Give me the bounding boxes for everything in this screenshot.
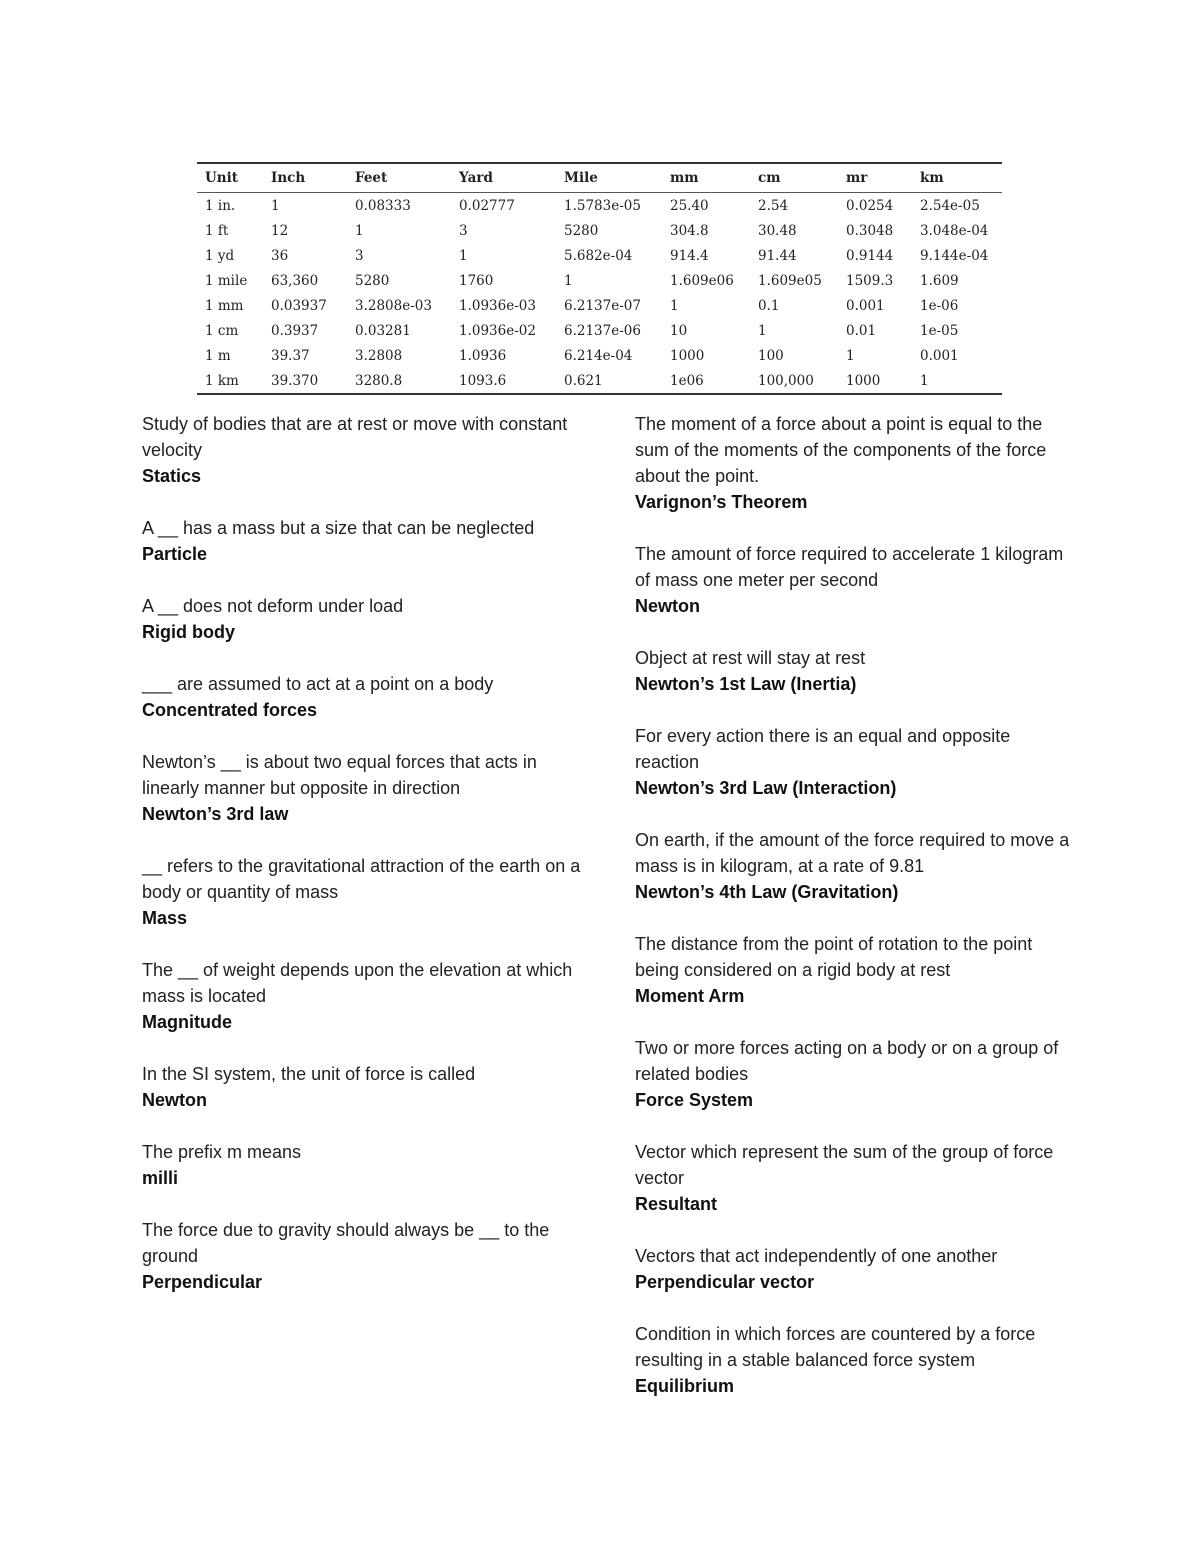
- qa-item: [635, 645, 1075, 697]
- question-text: Vectors that act independently of one another: [635, 1246, 998, 1266]
- qa-item: [142, 957, 592, 1035]
- answer-text: Newton’s 3rd Law (Interaction): [635, 778, 897, 798]
- table-cell: 1.0936e-03: [459, 297, 536, 314]
- header-inch: Inch: [263, 163, 347, 193]
- answer-text: Newton: [635, 596, 700, 616]
- table-cell: 1: [459, 247, 468, 264]
- table-cell: 1509.3: [846, 272, 894, 289]
- answer-text: Magnitude: [142, 1012, 232, 1032]
- qa-item: [635, 1243, 1075, 1295]
- qa-item: [142, 1061, 592, 1113]
- table-body: [197, 193, 1002, 395]
- question-text: A __ has a mass but a size that can be neglected: [142, 518, 535, 538]
- table-cell: 3.2808e-03: [355, 297, 432, 314]
- table-cell: 914.4: [670, 247, 709, 264]
- qa-item: [142, 515, 592, 567]
- table-cell: 6.214e-04: [564, 347, 633, 364]
- table-cell: 1.5783e-05: [564, 197, 641, 214]
- table-cell: 10: [670, 322, 688, 339]
- table-cell: 0.03937: [271, 297, 327, 314]
- table-cell: 5.682e-04: [564, 247, 633, 264]
- question-text: The __ of weight depends upon the elevation at which mass is located: [142, 960, 573, 1006]
- table-row: [197, 293, 1002, 318]
- table-row: [197, 243, 1002, 268]
- question-text: Object at rest will stay at rest: [635, 648, 866, 668]
- question-text: For every action there is an equal and opposite reaction: [635, 726, 1011, 772]
- answer-text: Newton’s 4th Law (Gravitation): [635, 882, 899, 902]
- question-text: In the SI system, the unit of force is called: [142, 1064, 476, 1084]
- table-cell: 1e06: [670, 372, 704, 389]
- table-cell: 0.0254: [846, 197, 894, 214]
- table-cell: 0.001: [846, 297, 885, 314]
- question-text: The amount of force required to accelerate 1 kilogram of mass one meter per second: [635, 544, 1064, 590]
- answer-text: Moment Arm: [635, 986, 745, 1006]
- table-cell: 39.370: [271, 372, 319, 389]
- header-unit: Unit: [197, 163, 263, 193]
- table-cell: 1093.6: [459, 372, 507, 389]
- answer-text: Mass: [142, 908, 188, 928]
- table-cell: 2.54: [758, 197, 789, 214]
- row-unit-label: 1 cm: [205, 322, 239, 339]
- qa-item: [635, 411, 1075, 515]
- right-question-column: [635, 411, 1075, 1425]
- table-cell: 304.8: [670, 222, 709, 239]
- table-cell: 0.621: [564, 372, 603, 389]
- answer-text: Statics: [142, 466, 202, 486]
- row-unit-label: 1 mile: [205, 272, 248, 289]
- table-cell: 9.144e-04: [920, 247, 989, 264]
- table-cell: 0.08333: [355, 197, 411, 214]
- header-mm: mm: [662, 163, 750, 193]
- table-cell: 1.0936: [459, 347, 507, 364]
- header-mile: Mile: [556, 163, 662, 193]
- answer-text: Newton: [142, 1090, 207, 1110]
- qa-item: [635, 1139, 1075, 1217]
- qa-item: [635, 1321, 1075, 1399]
- answer-text: Newton’s 1st Law (Inertia): [635, 674, 857, 694]
- table-cell: 25.40: [670, 197, 709, 214]
- table-cell: 0.03281: [355, 322, 411, 339]
- table-cell: 1: [920, 372, 929, 389]
- answer-text: Perpendicular vector: [635, 1272, 815, 1292]
- qa-item: [635, 931, 1075, 1009]
- qa-item: [635, 723, 1075, 801]
- qa-item: [635, 827, 1075, 905]
- row-unit-label: 1 in.: [205, 197, 236, 214]
- question-text: The distance from the point of rotation to the point being considered on a rigid body at rest: [635, 934, 1033, 980]
- answer-text: Resultant: [635, 1194, 718, 1214]
- question-text: The force due to gravity should always be __ to the ground: [142, 1220, 550, 1266]
- unit-conversion-table: [197, 162, 1002, 395]
- table-cell: 1: [846, 347, 855, 364]
- table-row: [197, 318, 1002, 343]
- table-cell: 63,360: [271, 272, 319, 289]
- qa-item: [635, 541, 1075, 619]
- header-cm: cm: [750, 163, 838, 193]
- row-unit-label: 1 km: [205, 372, 239, 389]
- table-row: [197, 368, 1002, 394]
- table-cell: 1: [271, 197, 280, 214]
- table-cell: 0.001: [920, 347, 959, 364]
- table-cell: 0.3048: [846, 222, 894, 239]
- qa-item: [142, 593, 592, 645]
- qa-item: [142, 411, 592, 489]
- table-cell: 12: [271, 222, 289, 239]
- table-cell: 5280: [564, 222, 599, 239]
- table-cell: 1e-06: [920, 297, 959, 314]
- qa-item: [142, 749, 592, 827]
- table-row: [197, 268, 1002, 293]
- header-mr: mr: [838, 163, 912, 193]
- row-unit-label: 1 m: [205, 347, 231, 364]
- table-cell: 1000: [846, 372, 881, 389]
- table-cell: 0.02777: [459, 197, 515, 214]
- table-header-row: [197, 163, 1002, 193]
- table-cell: 3.2808: [355, 347, 403, 364]
- question-text: Two or more forces acting on a body or on a group of related bodies: [635, 1038, 1059, 1084]
- table-cell: 5280: [355, 272, 390, 289]
- header-yard: Yard: [451, 163, 556, 193]
- question-text: Study of bodies that are at rest or move with constant velocity: [142, 414, 568, 460]
- table-cell: 1.0936e-02: [459, 322, 536, 339]
- table-cell: 0.3937: [271, 322, 319, 339]
- table-cell: 1.609: [920, 272, 959, 289]
- qa-item: [142, 853, 592, 931]
- left-question-column: [142, 411, 592, 1321]
- answer-text: Rigid body: [142, 622, 235, 642]
- table-cell: 6.2137e-07: [564, 297, 641, 314]
- table-cell: 100,000: [758, 372, 814, 389]
- answer-text: Varignon’s Theorem: [635, 492, 808, 512]
- table-cell: 3: [459, 222, 468, 239]
- table-cell: 1: [670, 297, 679, 314]
- question-text: The prefix m means: [142, 1142, 302, 1162]
- table-cell: 30.48: [758, 222, 797, 239]
- header-feet: Feet: [347, 163, 451, 193]
- table-row: [197, 218, 1002, 243]
- table-cell: 100: [758, 347, 784, 364]
- qa-item: [142, 1139, 592, 1191]
- row-unit-label: 1 ft: [205, 222, 229, 239]
- question-text: ___ are assumed to act at a point on a body: [142, 674, 494, 694]
- table-cell: 1e-05: [920, 322, 959, 339]
- question-text: __ refers to the gravitational attraction of the earth on a body or quantity of mass: [142, 856, 581, 902]
- table-cell: 1: [355, 222, 364, 239]
- table-cell: 2.54e-05: [920, 197, 980, 214]
- table-cell: 91.44: [758, 247, 797, 264]
- table-cell: 1: [564, 272, 573, 289]
- question-text: The moment of a force about a point is equal to the sum of the moments of the components of the force about the point.: [635, 414, 1047, 486]
- answer-text: Perpendicular: [142, 1272, 263, 1292]
- table-row: [197, 193, 1002, 219]
- qa-item: [142, 1217, 592, 1295]
- answer-text: Force System: [635, 1090, 754, 1110]
- table-cell: 3.048e-04: [920, 222, 989, 239]
- question-text: Condition in which forces are countered by a force resulting in a stable balanced force system: [635, 1324, 1036, 1370]
- question-text: Vector which represent the sum of the group of force vector: [635, 1142, 1054, 1188]
- table-cell: 1760: [459, 272, 494, 289]
- question-text: A __ does not deform under load: [142, 596, 404, 616]
- table-row: [197, 343, 1002, 368]
- header-km: km: [912, 163, 1002, 193]
- table-cell: 36: [271, 247, 289, 264]
- answer-text: Equilibrium: [635, 1376, 734, 1396]
- table-cell: 0.1: [758, 297, 780, 314]
- qa-item: [142, 671, 592, 723]
- answer-text: Newton’s 3rd law: [142, 804, 289, 824]
- answer-text: milli: [142, 1168, 179, 1188]
- table-cell: 1.609e06: [670, 272, 734, 289]
- table-cell: 3280.8: [355, 372, 403, 389]
- table-cell: 6.2137e-06: [564, 322, 641, 339]
- question-text: Newton’s __ is about two equal forces that acts in linearly manner but opposite in direction: [142, 752, 537, 798]
- row-unit-label: 1 mm: [205, 297, 244, 314]
- table-cell: 0.9144: [846, 247, 894, 264]
- table-cell: 1.609e05: [758, 272, 822, 289]
- qa-item: [635, 1035, 1075, 1113]
- table-cell: 39.37: [271, 347, 310, 364]
- table-cell: 1000: [670, 347, 705, 364]
- answer-text: Particle: [142, 544, 208, 564]
- question-text: On earth, if the amount of the force required to move a mass is in kilogram, at a rate of 9.81: [635, 830, 1070, 876]
- answer-text: Concentrated forces: [142, 700, 318, 720]
- table-cell: 3: [355, 247, 364, 264]
- table-cell: 1: [758, 322, 767, 339]
- table-cell: 0.01: [846, 322, 877, 339]
- row-unit-label: 1 yd: [205, 247, 235, 264]
